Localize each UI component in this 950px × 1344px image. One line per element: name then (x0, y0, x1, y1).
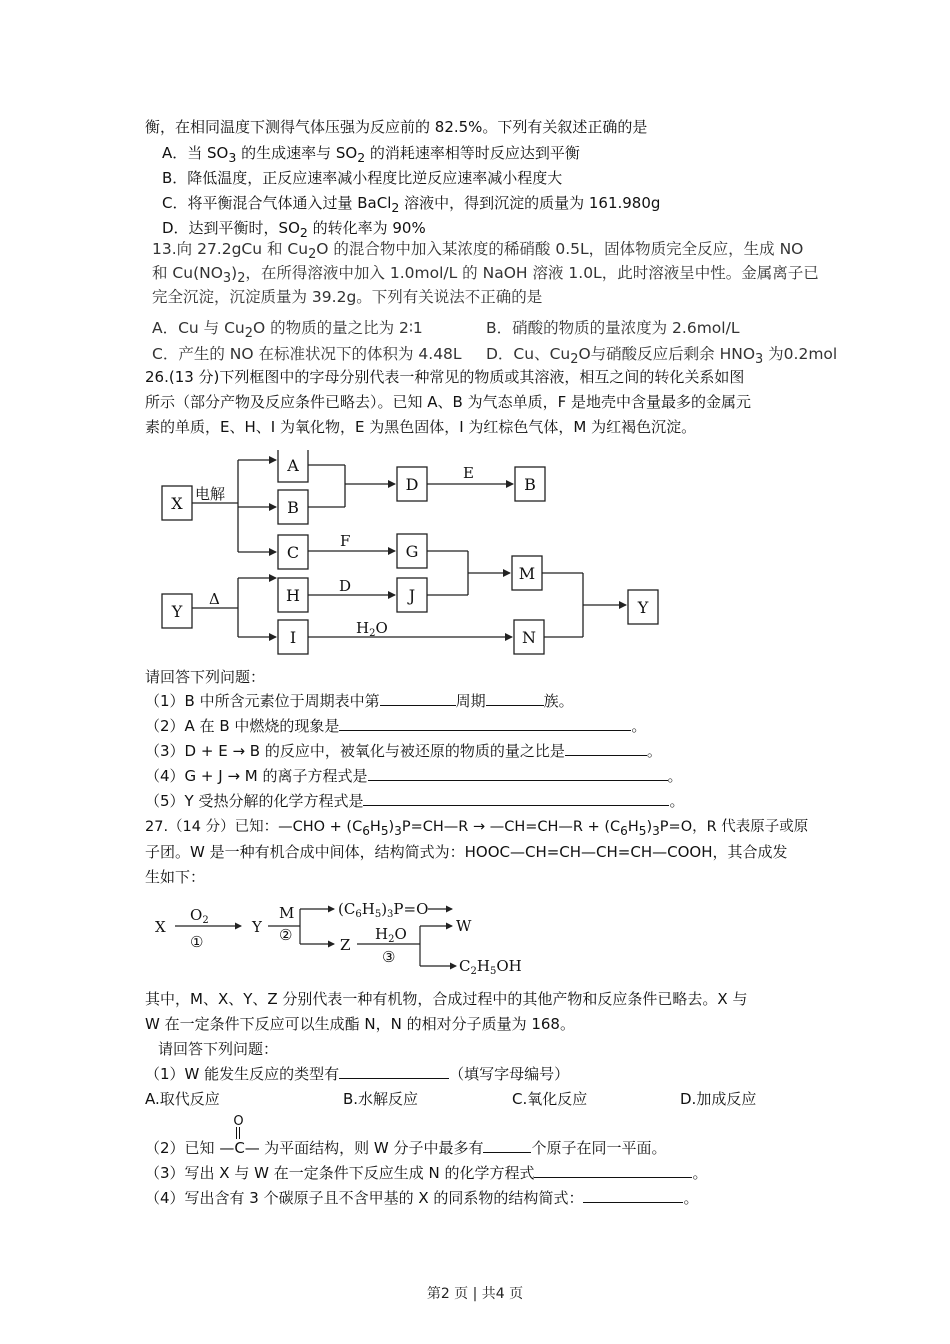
carbonyl-structure: O —C— (219, 1114, 260, 1157)
page-footer: 第2 页 | 共4 页 (426, 1286, 524, 1302)
q27-option-a: A.取代反应 (145, 1090, 220, 1108)
q13-option-d: D．Cu、$Cu_2O$与硝酸反应后剩余 $HNO_3$ 为0.2mol (486, 345, 838, 368)
q27-sub-2: （2）已知 O —C— 为平面结构，则 W 分子中最多有 个原子在同一平面。 (145, 1114, 667, 1157)
q26-sub-5: （5）Y 受热分解的化学方程式是 。 (145, 792, 685, 810)
answer-blank[interactable] (483, 1138, 531, 1153)
scheme-o2: $O_2$ (190, 906, 209, 926)
scheme-ph3po: $(C_6H_5)_3P=O$ (338, 900, 429, 920)
scheme-z: Z (340, 936, 351, 954)
scheme-w: W (456, 917, 472, 935)
q13-option-a: A．Cu 与 $Cu_2O$ 的物质的量之比为 2∶1 (152, 319, 423, 342)
label-d: D (405, 475, 419, 494)
label-x: X (171, 494, 183, 513)
answer-blank[interactable] (486, 691, 544, 706)
scheme-h2o: $H_2O$ (375, 925, 407, 945)
q12-stem-tail: 衡，在相同温度下测得气体压强为反应前的 82.5%。下列有关叙述正确的是 (145, 118, 648, 136)
answer-blank[interactable] (368, 766, 668, 781)
answer-blank[interactable] (565, 741, 647, 756)
q27-line-1: 27.（14 分）已知：—CHO + $(C_6H_5)_3P=CH—R$ → —CH=CH—R + $(C_6H_5)_3P=O$，R 代表原子或原 (145, 819, 809, 838)
scheme-m: M (279, 904, 295, 922)
q26-sub-4: （4）G + J → M 的离子方程式是 。 (145, 767, 683, 785)
q27-prompt: 请回答下列问题： (158, 1040, 279, 1058)
edge-heat: Δ (209, 590, 220, 608)
label-h: H (286, 586, 300, 605)
label-b2: B (524, 475, 536, 494)
label-j: J (408, 586, 416, 605)
q27-sub-3: （3）写出 X 与 W 在一定条件下反应生成 N 的化学方程式 。 (145, 1164, 708, 1182)
q12-option-d: D．达到平衡时，$SO_2$ 的转化率为 90% (162, 219, 426, 240)
q27-option-d: D.加成反应 (680, 1090, 757, 1108)
q13-line-2: 和 $Cu(NO_3)_2$，在所得溶液中加入 1.0mol/L 的 NaOH 溶液 1.0L，此时溶液呈中性。金属离子已 (152, 264, 819, 287)
answer-blank[interactable] (583, 1188, 683, 1203)
q26-sub-3: （3）D + E → B 的反应中，被氧化与被还原的物质的量之比是 。 (145, 742, 662, 760)
scheme-step-2: ② (279, 926, 293, 944)
scheme-step-3: ③ (382, 948, 396, 966)
q26-line-1: 26.(13 分)下列框图中的字母分别代表一种常见的物质或其溶液，相互之间的转化关系如图 (145, 368, 745, 386)
q27-sub-1: （1）W 能发生反应的类型有 （填写字母编号） (145, 1065, 570, 1083)
label-b: B (287, 498, 299, 517)
q27-option-b: B.水解反应 (343, 1090, 419, 1108)
label-y2: Y (637, 598, 649, 617)
label-m: M (518, 564, 536, 583)
q26-sub-1: （1）B 中所含元素位于周期表中第 周期 族。 (145, 692, 574, 710)
scheme-ethanol: $C_2H_5OH$ (459, 957, 522, 977)
q12-option-c: C．将平衡混合气体通入过量 BaCl$_2$ 溶液中，得到沉淀的质量为 161.980g (162, 194, 661, 215)
answer-blank[interactable] (363, 791, 669, 806)
scheme-step-1: ① (190, 933, 204, 951)
q26-flow-diagram (150, 450, 680, 660)
label-a: A (287, 456, 299, 475)
q27-line-5: W 在一定条件下反应可以生成酯 N，N 的相对分子质量为 168。 (145, 1015, 575, 1033)
q27-option-c: C.氧化反应 (512, 1090, 588, 1108)
q26-line-3: 素的单质，E、H、I 为氧化物，E 为黑色固体，I 为红棕色气体，M 为红褐色沉淀。 (145, 418, 697, 436)
q27-line-4: 其中，M、X、Y、Z 分别代表一种有机物，合成过程中的其他产物和反应条件已略去。X 与 (145, 990, 748, 1008)
answer-blank[interactable] (380, 691, 456, 706)
q13-option-b: B．硝酸的物质的量浓度为 2.6mol/L (486, 319, 740, 337)
q27-synthesis-scheme (150, 895, 530, 985)
q27-line-2: 子团。W 是一种有机合成中间体，结构简式为：HOOC—CH=CH—CH=CH—COOH，其合成发 (145, 843, 788, 861)
answer-blank[interactable] (339, 716, 631, 731)
q26-line-2: 所示（部分产物及反应条件已略去）。已知 A、B 为气态单质，F 是地壳中含量最多的金属元 (145, 393, 751, 411)
q27-sub-4: （4）写出含有 3 个碳原子且不含甲基的 X 的同系物的结构简式： 。 (145, 1189, 699, 1207)
q12-option-a: A．当 $SO_3$ 的生成速率与 $SO_2$ 的消耗速率相等时反应达到平衡 (162, 144, 580, 165)
q26-prompt: 请回答下列问题： (145, 668, 266, 686)
label-n: N (522, 628, 536, 647)
scheme-x: X (155, 918, 166, 936)
q12-option-b: B．降低温度，正反应速率减小程度比逆反应速率减小程度大 (162, 169, 563, 187)
label-y: Y (171, 602, 183, 621)
scheme-y: Y (252, 918, 262, 936)
edge-e: E (463, 464, 474, 482)
answer-blank[interactable] (534, 1163, 692, 1178)
edge-water: $H_2O$ (356, 619, 388, 639)
label-c: C (286, 543, 300, 562)
q27-line-3: 生如下： (145, 868, 206, 886)
edge-d: D (339, 577, 352, 595)
label-g: G (405, 542, 419, 561)
answer-blank[interactable] (339, 1064, 449, 1079)
q13-line-1: 13.向 27.2gCu 和 $Cu_2O$ 的混合物中加入某浓度的稀硝酸 0.5L，固体物质完全反应，生成 NO (152, 240, 804, 263)
label-i: I (289, 628, 297, 647)
q13-line-3: 完全沉淀，沉淀质量为 39.2g。下列有关说法不正确的是 (152, 288, 543, 306)
edge-electrolysis: 电解 (195, 485, 226, 503)
q26-sub-2: （2）A 在 B 中燃烧的现象是 。 (145, 717, 647, 735)
q13-option-c: C．产生的 NO 在标准状况下的体积为 4.48L (152, 345, 462, 363)
edge-f: F (340, 532, 351, 550)
